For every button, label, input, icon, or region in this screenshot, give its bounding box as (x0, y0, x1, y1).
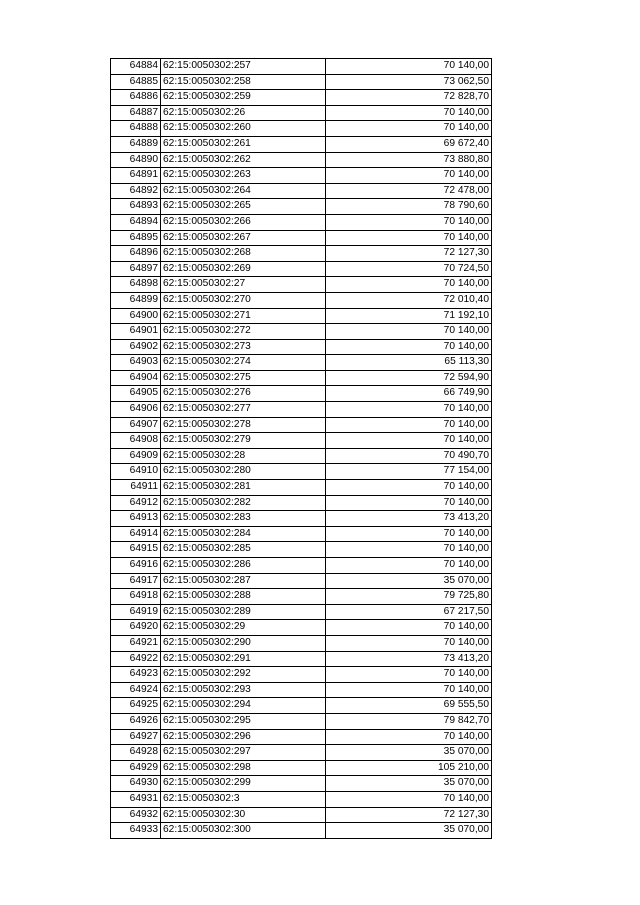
cadastral-number-cell: 62:15:0050302:26 (161, 105, 326, 121)
row-number-cell: 64884 (111, 59, 161, 75)
cadastral-number-cell: 62:15:0050302:277 (161, 402, 326, 418)
value-cell: 77 154,00 (326, 464, 492, 480)
row-number-cell: 64912 (111, 495, 161, 511)
value-cell: 79 842,70 (326, 713, 492, 729)
value-cell: 72 127,30 (326, 807, 492, 823)
value-cell: 35 070,00 (326, 745, 492, 761)
table-row (111, 386, 492, 402)
value-cell: 70 140,00 (326, 526, 492, 542)
table-row (111, 261, 492, 277)
value-cell: 66 749,90 (326, 386, 492, 402)
row-number-cell: 64888 (111, 121, 161, 137)
row-number-cell: 64909 (111, 448, 161, 464)
cadastral-number-cell: 62:15:0050302:276 (161, 386, 326, 402)
row-number-cell: 64923 (111, 667, 161, 683)
cadastral-number-cell: 62:15:0050302:268 (161, 246, 326, 262)
value-cell: 70 140,00 (326, 277, 492, 293)
cadastral-number-cell: 62:15:0050302:281 (161, 480, 326, 496)
cadastral-number-cell: 62:15:0050302:289 (161, 604, 326, 620)
value-cell: 70 140,00 (326, 230, 492, 246)
row-number-cell: 64910 (111, 464, 161, 480)
cadastral-number-cell: 62:15:0050302:286 (161, 558, 326, 574)
row-number-cell: 64887 (111, 105, 161, 121)
row-number-cell: 64900 (111, 308, 161, 324)
table-row (111, 807, 492, 823)
cadastral-number-cell: 62:15:0050302:3 (161, 791, 326, 807)
row-number-cell: 64897 (111, 261, 161, 277)
table-row (111, 713, 492, 729)
table-row (111, 760, 492, 776)
cadastral-number-cell: 62:15:0050302:296 (161, 729, 326, 745)
row-number-cell: 64899 (111, 292, 161, 308)
value-cell: 70 490,70 (326, 448, 492, 464)
cadastral-number-cell: 62:15:0050302:266 (161, 214, 326, 230)
value-cell: 79 725,80 (326, 589, 492, 605)
table-row (111, 542, 492, 558)
table-row (111, 308, 492, 324)
value-cell: 72 127,30 (326, 246, 492, 262)
cadastral-number-cell: 62:15:0050302:282 (161, 495, 326, 511)
row-number-cell: 64905 (111, 386, 161, 402)
cadastral-number-cell: 62:15:0050302:269 (161, 261, 326, 277)
value-cell: 72 828,70 (326, 90, 492, 106)
cadastral-number-cell: 62:15:0050302:295 (161, 713, 326, 729)
table-row (111, 620, 492, 636)
table-row (111, 823, 492, 839)
cadastral-number-cell: 62:15:0050302:298 (161, 760, 326, 776)
cadastral-number-cell: 62:15:0050302:27 (161, 277, 326, 293)
cadastral-number-cell: 62:15:0050302:279 (161, 433, 326, 449)
value-cell: 70 140,00 (326, 558, 492, 574)
row-number-cell: 64895 (111, 230, 161, 246)
table-row (111, 168, 492, 184)
cadastral-number-cell: 62:15:0050302:30 (161, 807, 326, 823)
value-cell: 65 113,30 (326, 355, 492, 371)
row-number-cell: 64933 (111, 823, 161, 839)
row-number-cell: 64930 (111, 776, 161, 792)
table-row (111, 277, 492, 293)
row-number-cell: 64886 (111, 90, 161, 106)
table-row (111, 480, 492, 496)
cadastral-number-cell: 62:15:0050302:278 (161, 417, 326, 433)
row-number-cell: 64901 (111, 324, 161, 340)
row-number-cell: 64928 (111, 745, 161, 761)
table-row (111, 417, 492, 433)
table-row (111, 526, 492, 542)
cadastral-number-cell: 62:15:0050302:297 (161, 745, 326, 761)
table-row (111, 339, 492, 355)
cadastral-number-cell: 62:15:0050302:280 (161, 464, 326, 480)
value-cell: 73 413,20 (326, 511, 492, 527)
cadastral-number-cell: 62:15:0050302:285 (161, 542, 326, 558)
value-cell: 72 478,00 (326, 183, 492, 199)
cadastral-number-cell: 62:15:0050302:274 (161, 355, 326, 371)
cadastral-number-cell: 62:15:0050302:273 (161, 339, 326, 355)
cadastral-number-cell: 62:15:0050302:271 (161, 308, 326, 324)
value-cell: 69 555,50 (326, 698, 492, 714)
row-number-cell: 64891 (111, 168, 161, 184)
value-cell: 70 140,00 (326, 59, 492, 75)
table-row (111, 651, 492, 667)
table-row (111, 74, 492, 90)
value-cell: 70 140,00 (326, 542, 492, 558)
value-cell: 70 724,50 (326, 261, 492, 277)
value-cell: 70 140,00 (326, 620, 492, 636)
cadastral-number-cell: 62:15:0050302:283 (161, 511, 326, 527)
table-row (111, 745, 492, 761)
row-number-cell: 64885 (111, 74, 161, 90)
row-number-cell: 64908 (111, 433, 161, 449)
table-row (111, 589, 492, 605)
table-row (111, 464, 492, 480)
row-number-cell: 64929 (111, 760, 161, 776)
row-number-cell: 64906 (111, 402, 161, 418)
cadastral-number-cell: 62:15:0050302:300 (161, 823, 326, 839)
table-row (111, 246, 492, 262)
row-number-cell: 64921 (111, 635, 161, 651)
row-number-cell: 64931 (111, 791, 161, 807)
value-cell: 70 140,00 (326, 791, 492, 807)
value-cell: 70 140,00 (326, 121, 492, 137)
table-row (111, 667, 492, 683)
value-cell: 70 140,00 (326, 682, 492, 698)
row-number-cell: 64904 (111, 370, 161, 386)
value-cell: 73 062,50 (326, 74, 492, 90)
table-row (111, 152, 492, 168)
table-row (111, 698, 492, 714)
value-cell: 70 140,00 (326, 214, 492, 230)
table-row (111, 370, 492, 386)
value-cell: 105 210,00 (326, 760, 492, 776)
row-number-cell: 64889 (111, 136, 161, 152)
table-row (111, 635, 492, 651)
cadastral-number-cell: 62:15:0050302:275 (161, 370, 326, 386)
value-cell: 71 192,10 (326, 308, 492, 324)
table-row (111, 729, 492, 745)
table-row (111, 448, 492, 464)
row-number-cell: 64907 (111, 417, 161, 433)
cadastral-number-cell: 62:15:0050302:28 (161, 448, 326, 464)
cadastral-number-cell: 62:15:0050302:299 (161, 776, 326, 792)
value-cell: 78 790,60 (326, 199, 492, 215)
value-cell: 70 140,00 (326, 402, 492, 418)
table-row (111, 230, 492, 246)
row-number-cell: 64932 (111, 807, 161, 823)
table-row (111, 558, 492, 574)
value-cell: 69 672,40 (326, 136, 492, 152)
value-cell: 67 217,50 (326, 604, 492, 620)
table-row (111, 199, 492, 215)
value-cell: 70 140,00 (326, 667, 492, 683)
cadastral-number-cell: 62:15:0050302:293 (161, 682, 326, 698)
cadastral-number-cell: 62:15:0050302:262 (161, 152, 326, 168)
table-row (111, 183, 492, 199)
row-number-cell: 64916 (111, 558, 161, 574)
cadastral-number-cell: 62:15:0050302:260 (161, 121, 326, 137)
cadastral-number-cell: 62:15:0050302:291 (161, 651, 326, 667)
table-row (111, 573, 492, 589)
cadastral-number-cell: 62:15:0050302:267 (161, 230, 326, 246)
table-row (111, 402, 492, 418)
value-cell: 70 140,00 (326, 480, 492, 496)
table-row (111, 511, 492, 527)
cadastral-number-cell: 62:15:0050302:265 (161, 199, 326, 215)
value-cell: 70 140,00 (326, 635, 492, 651)
table-row (111, 433, 492, 449)
cadastral-number-cell: 62:15:0050302:290 (161, 635, 326, 651)
table-row (111, 324, 492, 340)
cadastral-number-cell: 62:15:0050302:272 (161, 324, 326, 340)
cadastral-number-cell: 62:15:0050302:270 (161, 292, 326, 308)
value-cell: 70 140,00 (326, 168, 492, 184)
row-number-cell: 64914 (111, 526, 161, 542)
row-number-cell: 64913 (111, 511, 161, 527)
row-number-cell: 64917 (111, 573, 161, 589)
cadastral-number-cell: 62:15:0050302:288 (161, 589, 326, 605)
table-row (111, 495, 492, 511)
row-number-cell: 64919 (111, 604, 161, 620)
cadastral-number-cell: 62:15:0050302:294 (161, 698, 326, 714)
value-cell: 72 010,40 (326, 292, 492, 308)
value-cell: 70 140,00 (326, 105, 492, 121)
table-row (111, 105, 492, 121)
value-cell: 70 140,00 (326, 495, 492, 511)
row-number-cell: 64902 (111, 339, 161, 355)
value-cell: 70 140,00 (326, 324, 492, 340)
table-body (111, 59, 492, 839)
row-number-cell: 64926 (111, 713, 161, 729)
row-number-cell: 64911 (111, 480, 161, 496)
cadastral-number-cell: 62:15:0050302:29 (161, 620, 326, 636)
cadastral-number-cell: 62:15:0050302:284 (161, 526, 326, 542)
row-number-cell: 64890 (111, 152, 161, 168)
table-row (111, 791, 492, 807)
value-cell: 35 070,00 (326, 776, 492, 792)
row-number-cell: 64898 (111, 277, 161, 293)
row-number-cell: 64893 (111, 199, 161, 215)
table-row (111, 292, 492, 308)
row-number-cell: 64915 (111, 542, 161, 558)
table-row (111, 355, 492, 371)
value-cell: 73 413,20 (326, 651, 492, 667)
value-cell: 73 880,80 (326, 152, 492, 168)
row-number-cell: 64896 (111, 246, 161, 262)
cadastral-number-cell: 62:15:0050302:292 (161, 667, 326, 683)
cadastral-number-cell: 62:15:0050302:263 (161, 168, 326, 184)
table-row (111, 136, 492, 152)
row-number-cell: 64918 (111, 589, 161, 605)
cadastral-number-cell: 62:15:0050302:259 (161, 90, 326, 106)
row-number-cell: 64920 (111, 620, 161, 636)
row-number-cell: 64924 (111, 682, 161, 698)
table-row (111, 776, 492, 792)
value-cell: 70 140,00 (326, 433, 492, 449)
table-row (111, 682, 492, 698)
cadastral-number-cell: 62:15:0050302:261 (161, 136, 326, 152)
row-number-cell: 64892 (111, 183, 161, 199)
table-row (111, 121, 492, 137)
value-cell: 35 070,00 (326, 823, 492, 839)
cadastral-number-cell: 62:15:0050302:287 (161, 573, 326, 589)
value-cell: 35 070,00 (326, 573, 492, 589)
cadastral-number-cell: 62:15:0050302:258 (161, 74, 326, 90)
table-row (111, 90, 492, 106)
table-row (111, 214, 492, 230)
cadastral-number-cell: 62:15:0050302:257 (161, 59, 326, 75)
value-cell: 70 140,00 (326, 729, 492, 745)
row-number-cell: 64927 (111, 729, 161, 745)
row-number-cell: 64903 (111, 355, 161, 371)
value-cell: 70 140,00 (326, 417, 492, 433)
row-number-cell: 64894 (111, 214, 161, 230)
table-row (111, 59, 492, 75)
table-row (111, 604, 492, 620)
value-cell: 70 140,00 (326, 339, 492, 355)
cadastral-value-table (110, 58, 492, 839)
cadastral-number-cell: 62:15:0050302:264 (161, 183, 326, 199)
row-number-cell: 64925 (111, 698, 161, 714)
value-cell: 72 594,90 (326, 370, 492, 386)
row-number-cell: 64922 (111, 651, 161, 667)
